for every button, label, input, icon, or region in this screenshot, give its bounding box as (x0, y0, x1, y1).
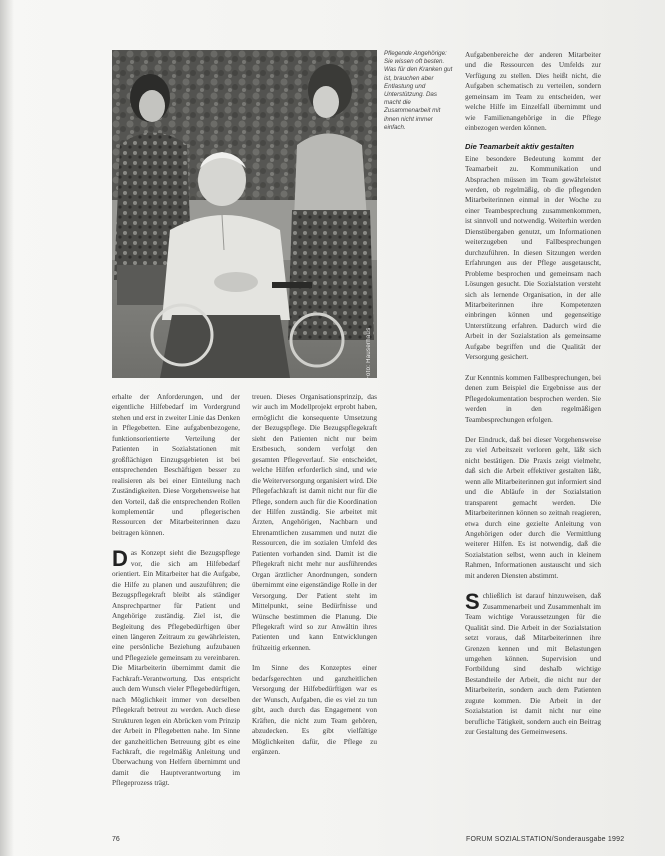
paragraph-text: chließlich ist darauf hinzuweisen, daß Zusammenarbeit und Zusammenhalt im Team wichtige Voraussetzungen für die Qualität sind. Die Arbeit in der Sozialstation setzt voraus, daß Mitarbeiterinnen ihre Grenzen kennen und mit Belastungen umgehen können. Supervision und Fortbildung sind deshalb wichtige Bestandteile der Arbeit, die nicht nur der Mitarbeiterin, sondern auch dem Patienten zugute kommen. Die Arbeit in der Sozialstation ist damit nicht nur eine berufliche Tätigkeit, sondern auch ein Beitrag zur Gestaltung des Gemeinwesens. (465, 591, 601, 737)
photo-caption: Pflegende Angehörige: Sie wissen oft besten. Was für den Kranken gut ist, brauchen aber Entlastung und Unterstützung. Das macht die Zusammenarbeit mit ihnen nicht immer einfach. (384, 50, 453, 131)
drop-cap: D (112, 546, 128, 572)
section-subheading: Die Teamarbeit aktiv gestalten (465, 141, 575, 151)
paragraph: Aufgabenbereiche der anderen Mitarbeiter und die Ressourcen des Umfelds zur Verfügung zu stellen. Dies heißt nicht, die Aufgaben schematisch zu verteilen, sondern gemeinsam im Team zu entscheiden, wer welche Hilfe im Einzelfall übernimmt und wie Familienangehörige in die Pflege einbezogen werden können. (465, 50, 601, 133)
page-number: 76 (112, 836, 120, 843)
photo-illustration (112, 50, 377, 378)
paragraph-with-dropcap (112, 548, 240, 788)
paragraph: erhalte der Anforderungen, und der eigentliche Hilfebedarf im Vordergrund stehen und erst in zweiter Linie das Denken in Pflegebetten. Eine aufgabenbezogene, funktionsorientierte Verteilung der Patienten in Sozialstationen mit großflächigen Einzugsgebieten ist bei entsprechenden Beschäftigen besser zu realisieren als bei einer Einteilung nach Zuständigkeiten. Diese Vorgehensweise hat den Vorteil, daß die entsprechenden Rollen komplementär und pflegerischen Ressourcen der Mitarbeiterinnen dazu beitragen können. (112, 392, 240, 537)
binding-shadow (0, 0, 14, 856)
photo-credit: Foto: Hauserhaus (366, 327, 372, 380)
photo (112, 50, 377, 378)
paragraph: Der Eindruck, daß bei dieser Vorgehensweise zu viel Arbeitszeit verloren geht, läßt sich nicht bestätigen. Die Praxis zeigt vielmehr, daß sich die Arbeit effektiver gestalten läßt, wenn alle Mitarbeiterinnen gut informiert sind und die Abläufe in der Sozialstation transparent gemacht werden. Die Mitarbeiterinnen können so zeitnah reagieren, etwa durch eine gezielte Anleitung von Angehörigen oder durch die Vermittlung weiterer Hilfen. Es ist notwendig, daß die Sozialstation selbst, wenn auch in kleinem Rahmen, Informationen austauscht und sich mit anderen Diensten abstimmt. (465, 434, 601, 580)
paragraph: Im Sinne des Konzeptes einer bedarfsgerechten und ganzheitlichen Versorgung der Hilfebedürftigen war es der Wunsch, Aufgaben, die es viel zu tun gibt, auch durch das Engagement von Kräften, die nicht zum Team gehören, abzudecken. Es gibt vielfältige Möglichkeiten dafür, die Pflege zu ergänzen. (252, 663, 377, 756)
text-column-3 (465, 50, 601, 738)
paragraph: Zur Kenntnis kommen Fallbesprechungen, bei denen zum Beispiel die Ergebnisse aus der Pflegedokumentation besprochen werden. Sie werden in den regelmäßigen Teambesprechungen erfolgen. (465, 372, 601, 424)
text-column-2 (252, 392, 377, 757)
drop-cap: S (465, 589, 480, 615)
text-column-1 (112, 392, 240, 789)
paragraph-text: as Konzept sieht die Bezugspflege vor, die sich am Hilfebedarf orientiert. Ein Mitarbeiter hat die Aufgabe, die Hilfe zu planen und auszuführen; die Bezugspflegekraft bleibt als ständiger Ansprechpartner für Patient und Angehörige zuständig. Ziel ist, die Begleitung des Pflegebedürftigen über einen längeren Zeitraum zu gewährleisten, eine persönliche Beziehung aufzubauen und Pflegeziele gemeinsam zu vereinbaren. Die Mitarbeiterin übernimmt damit die Fachkraft-Verantwortung. Das entspricht auch dem Wunsch vieler Pflegebedürftigen, nach Möglichkeit immer von derselben Pflegekraft betreut zu werden. Auch diese Strukturen legen ein Abrücken vom Prinzip der Arbeit in Pflegebetten nahe. Im Sinne der ganzheitlichen Betreuung gibt es eine Fachkraft, die regelmäßig Anleitung und Überwachung von Helfern übernimmt und damit die Hauptverantwortung im Pflegeprozess trägt. (112, 548, 240, 788)
publication-footer: FORUM SOZIALSTATION/Sonderausgabe 1992 (466, 836, 625, 843)
paragraph: Eine besondere Bedeutung kommt der Teamarbeit zu. Kommunikation und Absprachen müssen im Team gewährleistet werden, ob regelmäßig, ob die pflegenden Mitarbeiterinnen einmal in der Woche zu einer Teambesprechung zusammenkommen, ist sinnvoll und notwendig. Weiterhin werden Dienstübergaben genutzt, um Informationen weiterzugeben und Fallbesprechungen durchzuführen. In diesen Sitzungen werden Erfahrungen aus der Pflege ausgetauscht, Probleme besprochen und gemeinsam nach Lösungen gesucht. Die Sozialstation versteht sich als lernende Organisation, in der alle Mitarbeiterinnen ihre Kompetenzen einbringen können und gegenseitige Unterstützung erfahren. Dadurch wird die Arbeit in der Sozialstation als gemeinsame Aufgabe begriffen und die Qualität der Versorgung gesichert. (465, 153, 601, 362)
paragraph: treuen. Dieses Organisationsprinzip, das wir auch im Modellprojekt erprobt haben, ermöglicht die konsequente Umsetzung der Bezugspflege. Die Bezugspflegekraft sieht den Patienten nicht nur beim Erstbesuch, sondern verfolgt den gesamten Pflegeverlauf. Sie entscheidet, welche Hilfen erforderlich sind, und wie die Weiterversorgung organisiert wird. Die Pflegefachkraft ist damit nicht nur für die Pflege, sondern auch für die Koordination der Hilfen zuständig. Sie arbeitet mit Ärzten, Angehörigen, Nachbarn und Ehrenamtlichen zusammen und nutzt die Ressourcen, die im sozialen Umfeld des Patienten vorhanden sind. Damit ist die Pflegekraft nicht mehr nur ausführendes Organ ärztlicher Anordnungen, sondern übernimmt eine eigenständige Rolle in der Versorgung. Der Patient steht im Mittelpunkt, seine Bedürfnisse und Wünsche bestimmen die Planung. Die Pflegekraft wird so zur Anwältin ihres Patienten und kann Entwicklungen frühzeitig erkennen. (252, 392, 377, 652)
paragraph-with-dropcap (465, 591, 601, 737)
